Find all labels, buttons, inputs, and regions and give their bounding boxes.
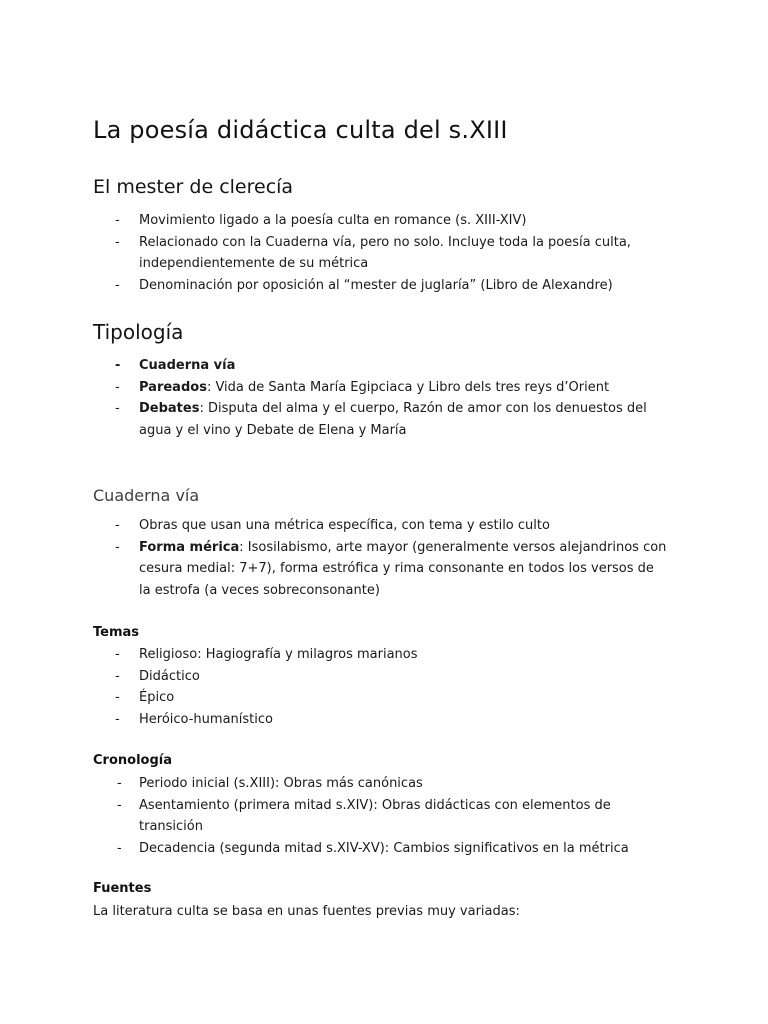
list-dash: - xyxy=(115,539,120,555)
cronologia-heading: Cronología xyxy=(93,753,172,768)
cuaderna-heading: Cuaderna vía xyxy=(93,486,200,505)
list-dash: - xyxy=(115,647,120,662)
list-dash: - xyxy=(117,797,122,813)
tipologia-heading: Tipología xyxy=(93,320,184,344)
list-item: - Asentamiento (primera mitad s.XIV): Obras didácticas con elementos de transición xyxy=(93,795,639,838)
fuentes-heading: Fuentes xyxy=(93,881,152,896)
list-dash: - xyxy=(115,379,120,395)
fuentes-text: La literatura culta se basa en unas fuentes previas muy variadas: xyxy=(93,904,520,919)
temas-heading: Temas xyxy=(93,625,140,640)
list-item: - Forma mérica: Isosilabismo, arte mayor (generalmente versos alejandrinos con cesura medial: 7+7), forma estrófica y rima consonante en todos los versos de la estrofa (a veces sobreconsonante) xyxy=(93,537,669,602)
cuaderna-list xyxy=(93,515,683,601)
list-item: - Religioso: Hagiografía y milagros marianos xyxy=(93,644,683,666)
list-dash: - xyxy=(115,711,120,727)
list-item: - Relacionado con la Cuaderna vía, pero no solo. Incluye toda la poesía culta, independientemente de su métrica xyxy=(93,232,659,275)
list-item: - Obras que usan una métrica específica, con tema y estilo culto xyxy=(93,515,683,537)
list-dash: - xyxy=(115,213,120,228)
list-item: - Denominación por oposición al “mester de juglaría” (Libro de Alexandre) xyxy=(93,275,683,297)
tipologia-list xyxy=(93,355,683,441)
list-dash: - xyxy=(115,234,120,250)
document-title: La poesía didáctica culta del s.XIII xyxy=(93,116,508,144)
list-item: - Periodo inicial (s.XIII): Obras más canónicas xyxy=(93,773,683,795)
list-dash: - xyxy=(117,776,122,791)
list-dash: - xyxy=(115,277,120,293)
cronologia-list xyxy=(93,773,683,859)
list-item: - Cuaderna vía xyxy=(93,355,683,377)
list-item: - Debates: Disputa del alma y el cuerpo, Razón de amor con los denuestos del agua y el vino y Debate de Elena y María xyxy=(93,398,669,441)
list-dash: - xyxy=(115,518,120,533)
mester-heading: El mester de clerecía xyxy=(93,176,294,198)
list-item: - Épico xyxy=(93,687,683,709)
list-dash: - xyxy=(115,690,120,705)
list-dash: - xyxy=(115,358,121,373)
mester-list xyxy=(93,210,683,296)
list-dash: - xyxy=(115,668,120,684)
list-item: - Didáctico xyxy=(93,666,683,688)
temas-list xyxy=(93,644,683,730)
list-dash: - xyxy=(117,840,122,856)
list-item: - Decadencia (segunda mitad s.XIV-XV): Cambios significativos en la métrica xyxy=(93,838,683,860)
list-dash: - xyxy=(115,401,120,416)
list-item: - Heróico-humanístico xyxy=(93,709,683,731)
list-item: - Pareados: Vida de Santa María Egipciaca y Libro dels tres reys d’Orient xyxy=(93,377,683,399)
list-item: - Movimiento ligado a la poesía culta en romance (s. XIII-XIV) xyxy=(93,210,683,232)
